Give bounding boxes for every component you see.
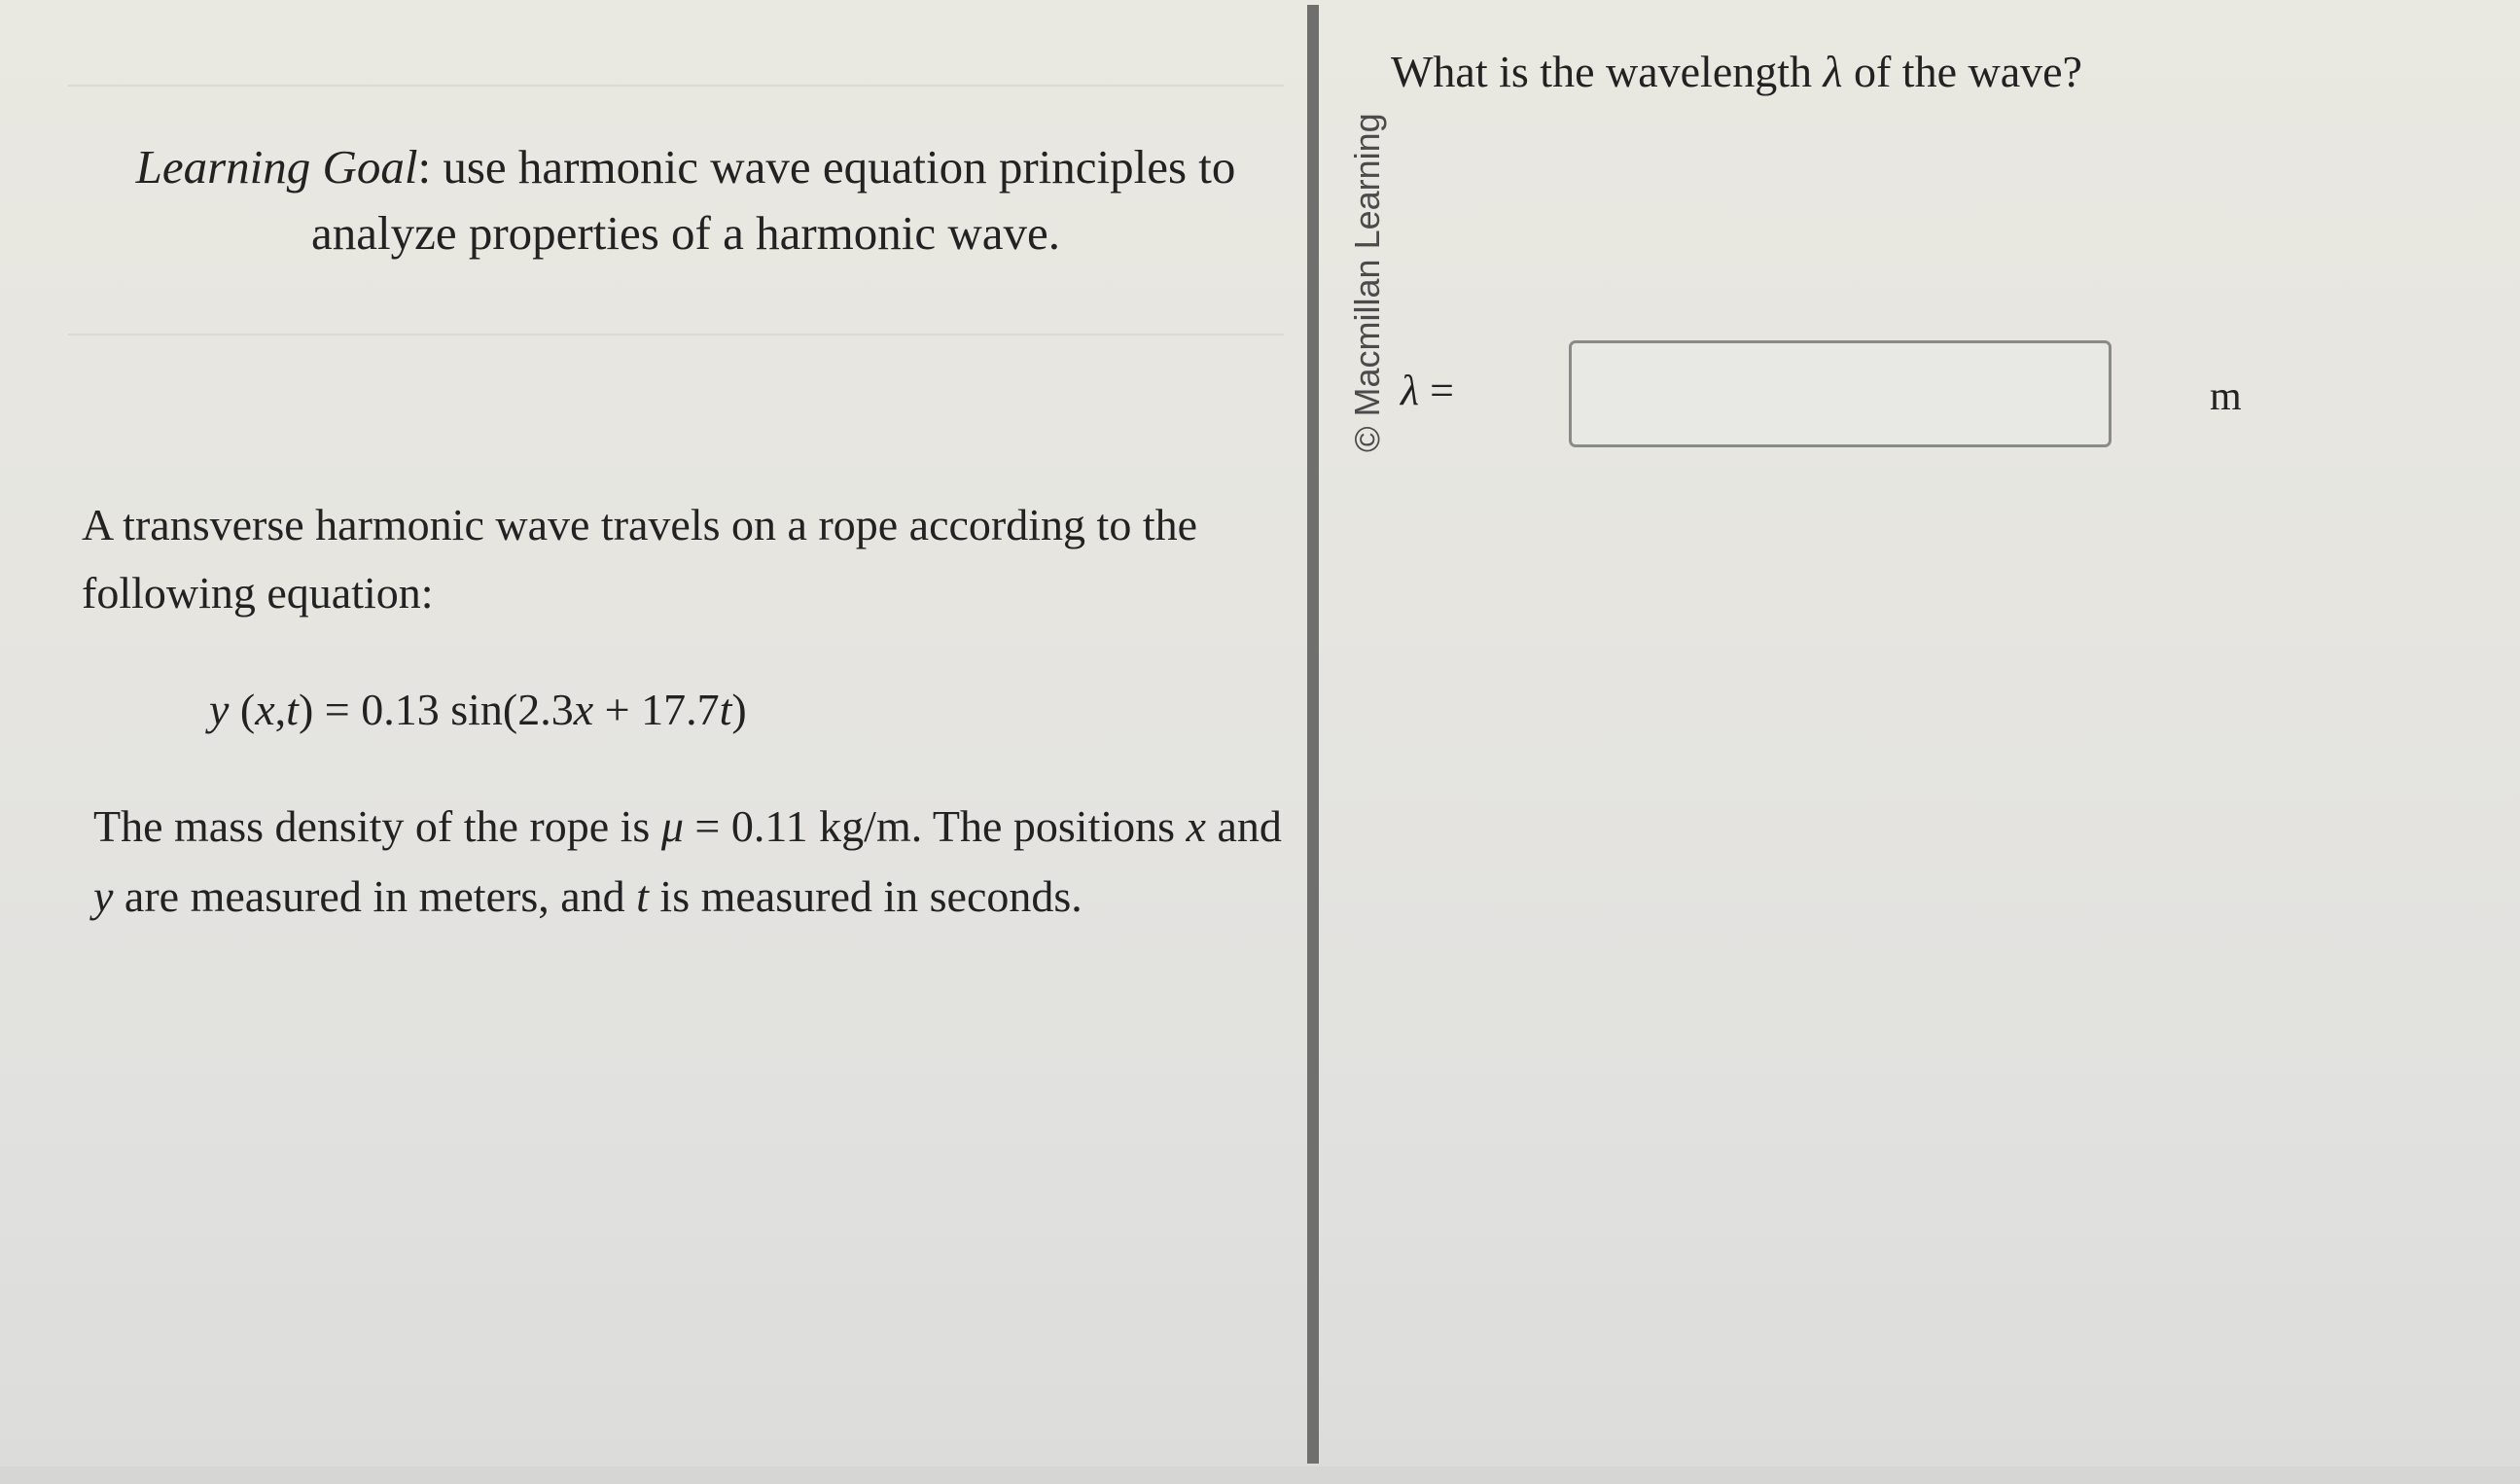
learning-goal-divider-rule — [68, 334, 1284, 336]
question-text-1: What is the wavelength — [1391, 47, 1824, 96]
mass-density-text — [93, 792, 1299, 932]
learning-goal-text-line2: analyze properties of a harmonic wave. — [310, 206, 1061, 260]
equation-comma: , — [274, 685, 287, 734]
density-text-3: and — [1205, 801, 1282, 851]
equation-open: ( — [229, 685, 256, 734]
density-text-1: The mass density of the rope is — [93, 801, 661, 851]
wave-equation — [209, 676, 747, 744]
answer-label — [1401, 362, 1454, 420]
answer-equals: = — [1419, 367, 1454, 414]
watermark-text: © Macmillan Learning — [1347, 113, 1387, 452]
answer-unit: m — [2210, 374, 2242, 419]
problem-intro: A transverse harmonic wave travels on a rope according to the following equation: — [82, 500, 1198, 618]
density-text-2: = 0.11 kg/m. The positions — [683, 801, 1187, 851]
top-divider-rule — [68, 85, 1284, 87]
panel-divider — [1307, 5, 1319, 1464]
question-text-2: of the wave? — [1842, 47, 2082, 96]
question-prompt — [1391, 39, 2082, 105]
copyright-watermark — [1347, 53, 1386, 452]
density-y: y — [93, 871, 114, 921]
density-text-4: are measured in meters, and — [113, 871, 637, 921]
question-lambda: λ — [1823, 47, 1843, 96]
bottom-edge — [0, 1466, 2520, 1484]
equation-arg-t: t — [286, 685, 299, 734]
wavelength-answer-input[interactable] — [1569, 340, 2112, 447]
density-text-5: is measured in seconds. — [648, 871, 1083, 921]
answer-lambda-symbol: λ — [1401, 367, 1420, 414]
equation-x: x — [573, 685, 594, 734]
equation-rhs: ) = 0.13 sin(2.3 — [298, 685, 574, 734]
density-t: t — [636, 871, 649, 921]
density-x: x — [1186, 801, 1206, 851]
learning-goal-label: Learning Goal — [135, 140, 418, 194]
equation-close: ) — [731, 685, 747, 734]
problem-panel — [39, 0, 1303, 1468]
equation-arg-x: x — [255, 685, 275, 734]
learning-goal — [83, 134, 1289, 266]
density-mu: μ — [660, 801, 684, 851]
equation-t: t — [719, 685, 732, 734]
equation-plus: + 17.7 — [593, 685, 720, 734]
learning-goal-text-line1: : use harmonic wave equation principles to — [417, 140, 1236, 194]
equation-y: y — [209, 685, 230, 734]
